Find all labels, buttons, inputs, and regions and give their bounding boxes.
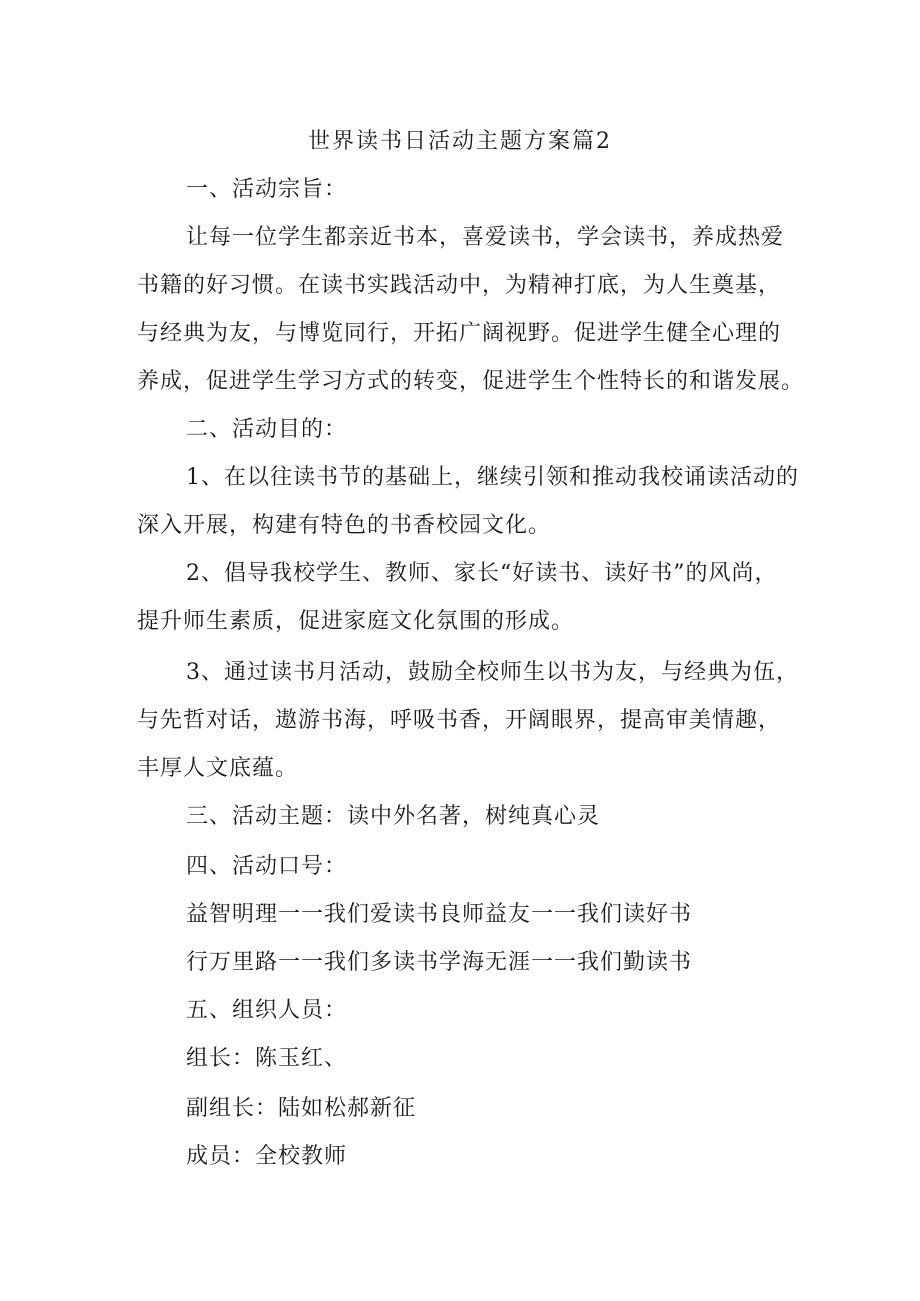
paragraph-line: 丰厚人文底蕴。 xyxy=(137,756,299,781)
organizer-line: 副组长：陆如松郝新征 xyxy=(186,1096,417,1121)
paragraph-line: 养成，促进学生学习方式的转变，促进学生个性特长的和谐发展。 xyxy=(137,369,805,394)
slogan-line: 行万里路一一我们多读书学海无涯一一我们勤读书 xyxy=(186,950,693,975)
paragraph-line: 与经典为友，与博览同行，开拓广阔视野。促进学生健全心理的 xyxy=(137,321,782,346)
paragraph-line: 深入开展，构建有特色的书香校园文化。 xyxy=(137,513,552,538)
paragraph-line: 提升师生素质，促进家庭文化氛围的形成。 xyxy=(137,609,575,634)
paragraph-line: 3、通过读书月活动，鼓励全校师生以书为友，与经典为伍， xyxy=(186,660,799,685)
paragraph-line: 让每一位学生都亲近书本，喜爱读书，学会读书，养成热爱 xyxy=(186,225,785,250)
organizer-line: 成员：全校教师 xyxy=(186,1144,348,1169)
section-heading-slogan: 四、活动口号： xyxy=(186,854,348,879)
document-title: 世界读书日活动主题方案篇2 xyxy=(308,129,612,154)
paragraph-line: 2、倡导我校学生、教师、家长“好读书、读好书”的风尚， xyxy=(186,561,778,586)
organizer-line: 组长：陈玉红、 xyxy=(186,1046,348,1071)
paragraph-line: 与先哲对话，遨游书海，呼吸书香，开阔眼界，提高审美情趣， xyxy=(137,708,782,733)
slogan-line: 益智明理一一我们爱读书良师益友一一我们读好书 xyxy=(186,902,693,927)
section-heading-goals: 二、活动目的： xyxy=(186,417,348,442)
section-heading-purpose: 一、活动宗旨： xyxy=(186,177,348,202)
section-heading-organizers: 五、组织人员： xyxy=(186,998,348,1023)
paragraph-line: 书籍的好习惯。在读书实践活动中，为精神打底，为人生奠基， xyxy=(137,273,782,298)
paragraph-line: 1、在以往读书节的基础上，继续引领和推动我校诵读活动的 xyxy=(186,465,799,490)
section-heading-theme: 三、活动主题：读中外名著，树纯真心灵 xyxy=(186,804,601,829)
